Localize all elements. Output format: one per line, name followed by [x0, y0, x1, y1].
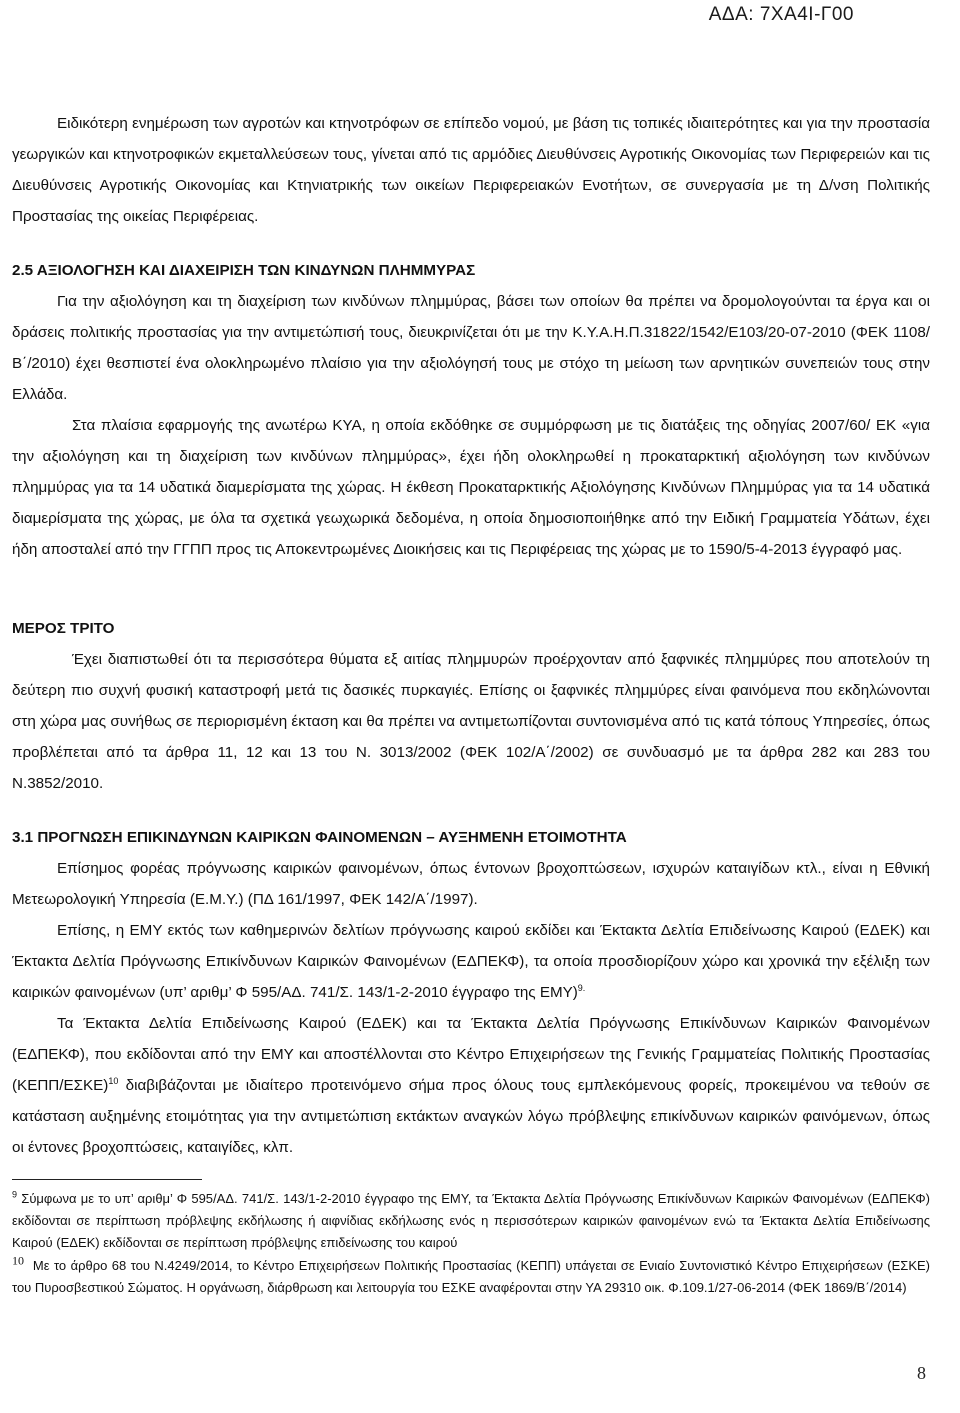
- section-3-1-paragraph-2: [12, 915, 930, 1008]
- footnote-ref-10[interactable]: 10: [108, 1075, 119, 1086]
- part-three-heading: ΜΕΡΟΣ ΤΡΙΤΟ: [12, 620, 115, 637]
- section-2-5-paragraph-1: Για την αξιολόγηση και τη διαχείριση των κινδύνων πλημμύρας, βάσει των οποίων θα πρέπει να δρομολογούνται τα έργα και οι δράσεις πολιτικής προστασίας για την αντιμετώπισή τους, διευκρινίζεται ότι με την Κ.Υ.Α.Η.Π.31822/1542/Ε103/20-07-2010 (ΦΕΚ 1108/Β΄/2010) έχει θεσπιστεί ένα ολοκληρωμένο πλαίσιο για την αξιολόγησή τους με στόχο τη μείωση των αρνητικών συνεπειών τους στην Ελλάδα.: [12, 293, 930, 403]
- ada-code: ΑΔΑ: 7ΧΑ4Ι-Γ00: [708, 4, 854, 25]
- page-number: 8: [917, 1363, 926, 1383]
- intro-paragraph: Ειδικότερη ενημέρωση των αγροτών και κτηνοτρόφων σε επίπεδο νομού, με βάση τις τοπικές ιδιαιτερότητες και για την προστασία γεωργικών και κτηνοτροφικών εκμεταλλεύσεων τους, γίνεται από τις αρμόδιες Διευθύνσεις Αγροτικής Οικονομίας των Περιφερειών και τις Διευθύνσεις Αγροτικής Οικονομίας και Κτηνιατρικής των οικείων Περιφερειακών Ενοτήτων, σε συνεργασία με τη Δ/νση Πολιτικής Προστασίας της οικείας Περιφέρειας.: [12, 115, 930, 225]
- footnote-9: [12, 1188, 930, 1255]
- section-heading-2-5: 2.5 ΑΞΙΟΛΟΓΗΣΗ ΚΑΙ ΔΙΑΧΕΙΡΙΣΗ ΤΩΝ ΚΙΝΔΥΝΩΝ ΠΛΗΜΜΥΡΑΣ: [12, 262, 476, 279]
- document-body: [12, 108, 930, 1163]
- section-3-1-paragraph-3: [12, 1008, 930, 1163]
- section-3-1-paragraph-2-text: Επίσης, η ΕΜΥ εκτός των καθημερινών δελτίων πρόγνωσης καιρού εκδίδει και Έκτακτα Δελτία Επιδείνωσης Καιρού (ΕΔΕΚ) και Έκτακτα Δελτία Πρόγνωσης Επικίνδυνων Καιρικών Φαινομένων (ΕΔΠΕΚΦ), τα οποία προσδιορίζουν χώρο και χρονικά την εξέλιξη των καιρικών φαινομένων (υπ’ αριθμ’ Φ 595/ΑΔ. 741/Σ. 143/1-2-2010 έγγραφο της ΕΜΥ): [12, 922, 930, 1001]
- part-three-paragraph: Έχει διαπιστωθεί ότι τα περισσότερα θύματα εξ αιτίας πλημμυρών προέρχονταν από ξαφνικές πλημμύρες που αποτελούν τη δεύτερη πιο συχνή φυσική καταστροφή μετά τις δασικές πυρκαγιές. Επίσης οι ξαφνικές πλημμύρες είναι φαινόμενα που εκδηλώνονται στη χώρα μας συνήθως σε περιορισμένη έκταση και θα πρέπει να αντιμετωπίζονται συντονισμένα από τις κατά τόπους Υπηρεσίες, όπως προβλέπεται από τα άρθρα 11, 12 και 13 του Ν. 3013/2002 (ΦΕΚ 102/Α΄/2002) σε συνδυασμό με τα άρθρα 282 και 283 του Ν.3852/2010.: [12, 651, 930, 792]
- section-2-5-paragraph-2: Στα πλαίσια εφαρμογής της ανωτέρω ΚΥΑ, η οποία εκδόθηκε σε συμμόρφωση με τις διατάξεις της οδηγίας 2007/60/ ΕΚ «για την αξιολόγηση και τη διαχείριση των κινδύνων πλημμύρας», έχει ήδη ολοκληρωθεί η προκαταρκτική αξιολόγηση των κινδύνων πλημμύρας για τα 14 υδατικά διαμερίσματα της χώρας. Η έκθεση Προκαταρκτικής Αξιολόγησης Κινδύνων Πλημμύρας για τα 14 υδατικά διαμερίσματα της χώρας, με όλα τα σχετικά γεωχωρικά δεδομένα, η οποία δημοσιοποιήθηκε από την Ειδική Γραμματεία Υδάτων, έχει ήδη αποσταλεί από την ΓΓΠΠ προς τις Αποκεντρωμένες Διοικήσεις και τις Περιφέρειας της χώρας με το 1590/5-4-2013 έγγραφό μας.: [12, 417, 930, 558]
- footnote-separator: [12, 1179, 202, 1180]
- section-heading-3-1: 3.1 ΠΡΟΓΝΩΣΗ ΕΠΙΚΙΝΔΥΝΩΝ ΚΑΙΡΙΚΩΝ ΦΑΙΝΟΜΕΝΩΝ – ΑΥΞΗΜΕΝΗ ΕΤΟΙΜΟΤΗΤΑ: [12, 829, 627, 846]
- section-3-1-paragraph-3-text-a: Τα Έκτακτα Δελτία Επιδείνωσης Καιρού (ΕΔΕΚ) και τα Έκτακτα Δελτία Πρόγνωσης Επικίνδυνων Καιρικών Φαινομένων (ΕΔΠΕΚΦ), που εκδίδονται από την ΕΜΥ και αποστέλλονται στο Κέντρο Επιχειρήσεων της Γενικής Γραμματείας Πολιτικής Προστασίας (ΚΕΠΠ/ΕΣΚΕ): [12, 1015, 930, 1094]
- section-3-1-paragraph-1: Επίσημος φορέας πρόγνωσης καιρικών φαινομένων, όπως έντονων βροχοπτώσεων, ισχυρών καταιγίδων κτλ., είναι η Εθνική Μετεωρολογική Υπηρεσία (Ε.Μ.Υ.) (ΠΔ 161/1997, ΦΕΚ 142/Α΄/1997).: [12, 860, 930, 908]
- footnote-ref-9[interactable]: 9.: [577, 982, 586, 993]
- footnotes: [12, 1188, 930, 1299]
- footnote-10-number: 10: [12, 1253, 24, 1268]
- footnote-9-text: Σύμφωνα με το υπ’ αριθμ’ Φ 595/ΑΔ. 741/Σ. 143/1-2-2010 έγγραφο της ΕΜΥ, τα Έκτακτα Δελτία Πρόγνωσης Επικίνδυνων Καιρικών Φαινομένων (ΕΔΠΕΚΦ) εκδίδονται σε περίπτωση πρόβλεψης εκδήλωσης ή αιφνίδιας εκδήλωσης ενός η περισσότερων καιρικών φαινομένων ενώ τα Έκτακτα Δελτία Επιδείνωσης Καιρού (ΕΔΕΚ) εκδίδονται σε περίπτωση πρόβλεψης επιδείνωσης του καιρού: [12, 1191, 930, 1251]
- footnote-10: [12, 1255, 930, 1299]
- footnote-9-number: 9: [12, 1189, 18, 1200]
- footnote-10-text: Με το άρθρο 68 του Ν.4249/2014, το Κέντρο Επιχειρήσεων Πολιτικής Προστασίας (ΚΕΠΠ) υπάγεται σε Ενιαίο Συντονιστικό Κέντρο Επιχειρήσεων (ΕΣΚΕ) του Πυροσβεστικού Σώματος. Η οργάνωση, διάρθρωση και λειτουργία του ΕΣΚΕ αναφέρονται στην ΥΑ 29310 οικ. Φ.109.1/27-06-2014 (ΦΕΚ 1869/Β΄/2014): [12, 1257, 930, 1295]
- section-3-1-paragraph-3-text-b: διαβιβάζονται με ιδιαίτερο προτεινόμενο σήμα προς όλους τους εμπλεκόμενους φορείς, προκειμένου να τεθούν σε κατάσταση αυξημένης ετοιμότητας για την αντιμετώπιση εκτάκτων αναγκών λόγω πρόβλεψης επικίνδυνων καιρικών φαινόμενων, όπως οι έντονες βροχοπτώσεις, καταιγίδες, κλπ.: [12, 1077, 930, 1156]
